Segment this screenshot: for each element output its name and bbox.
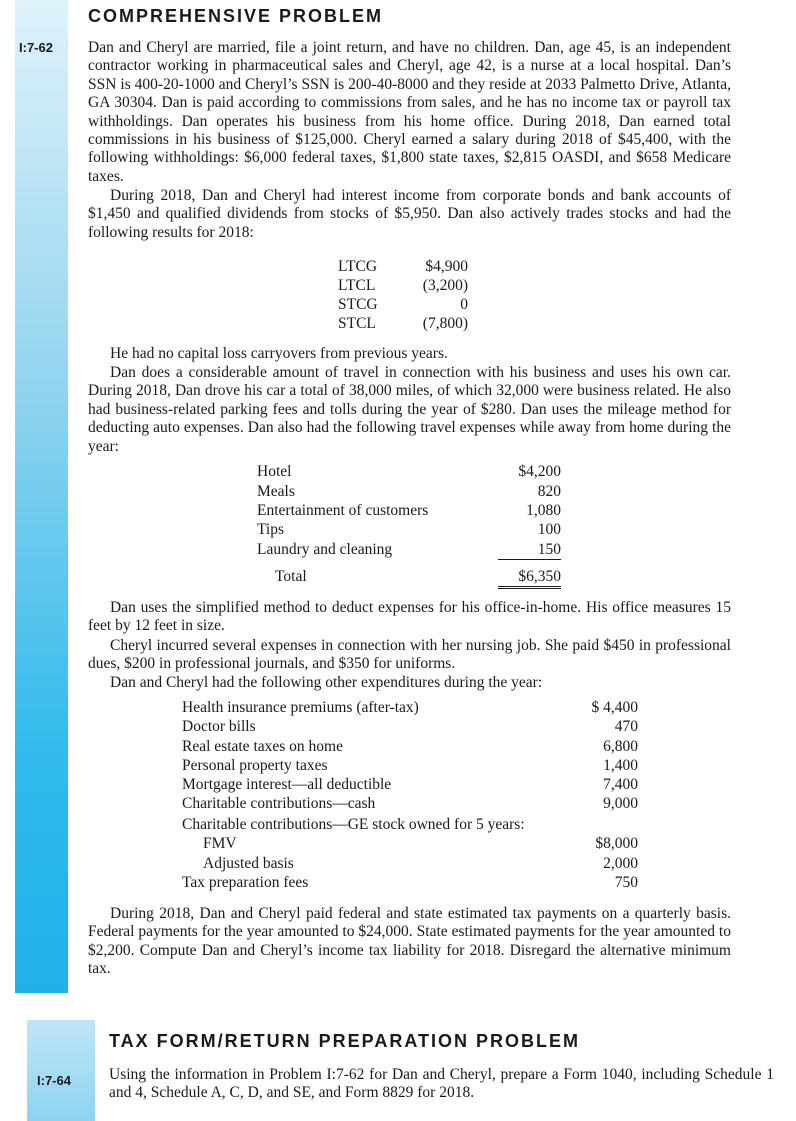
- cg-label: LTCL: [338, 277, 376, 294]
- expenditure-label: Personal property taxes: [182, 757, 328, 774]
- problem-number: I:7-62: [19, 40, 53, 55]
- expense-value: 150: [498, 541, 561, 560]
- stock-value: $8,000: [595, 835, 638, 852]
- tax-prep-value: 750: [614, 874, 638, 891]
- stock-label: FMV: [203, 835, 237, 852]
- cg-value: $4,900: [425, 258, 468, 275]
- stock-value: 2,000: [603, 855, 638, 872]
- expense-label: Laundry and cleaning: [257, 541, 393, 558]
- total-value: $6,350: [498, 568, 561, 589]
- expenditure-value: 9,000: [603, 795, 638, 812]
- expenditure-label: Charitable contributions—cash: [182, 795, 376, 812]
- expenditure-value: 1,400: [603, 757, 638, 774]
- expenditure-value: 470: [614, 718, 638, 735]
- carryover-paragraph: He had no capital loss carryovers from previous years.: [110, 345, 448, 362]
- closing-paragraph: During 2018, Dan and Cheryl paid federal and state estimated tax payments on a quarterly basis. Federal payments for the year amounted to $24,000. State estimated payments for the year amounted to $2,200. Compute Dan and Cheryl’s income tax liability for 2018. Disregard the alternative minimum tax.: [88, 905, 731, 978]
- office-paragraph: Dan uses the simplified method to deduct expenses for his office-in-home. His office measures 15 feet by 12 feet in size.: [88, 599, 731, 635]
- cheryl-paragraph: Cheryl incurred several expenses in connection with her nursing job. She paid $450 in professional dues, $200 in professional journals, and $350 for uniforms.: [88, 637, 731, 673]
- expenditure-label: Real estate taxes on home: [182, 738, 343, 755]
- expenditure-value: 7,400: [603, 776, 638, 793]
- stock-label: Adjusted basis: [203, 855, 294, 872]
- problem-number-tax-form: I:7-64: [37, 1073, 71, 1088]
- expense-label: Hotel: [257, 463, 292, 480]
- expenditure-value: $ 4,400: [591, 699, 638, 716]
- tax-prep-label: Tax preparation fees: [182, 874, 309, 891]
- section-heading-tax-form: TAX FORM/RETURN PREPARATION PROBLEM: [109, 1031, 580, 1051]
- sidebar-band-comprehensive: [15, 0, 68, 993]
- other-intro-paragraph: Dan and Cheryl had the following other expenditures during the year:: [110, 674, 543, 691]
- cg-label: LTCG: [338, 258, 378, 275]
- expense-label: Meals: [257, 483, 295, 500]
- total-label: Total: [275, 568, 307, 585]
- intro-paragraph: Dan and Cheryl are married, file a joint return, and have no children. Dan, age 45, is an independent contractor working in pharmaceutical sales and Cheryl, age 42, is a nurse at a local hospital. Dan’s SSN is 400-20-1000 and Cheryl’s SSN is 200-40-8000 and they reside at 2033 Palmetto Drive, Atlanta, GA 30304. Dan is paid according to commissions from sales, and he has no income tax or payroll tax withholdings. Dan operates his business from his home office. During 2018, Dan earned total commissions in his business of $125,000. Cheryl earned a salary during 2018 of $45,400, with the following withholdings: $6,000 federal taxes, $1,800 state taxes, $2,815 OASDI, and $658 Medicare taxes.: [88, 39, 731, 185]
- cg-value: 0: [460, 296, 468, 313]
- expenditure-label: Mortgage interest—all deductible: [182, 776, 392, 793]
- expenditure-label: Doctor bills: [182, 718, 256, 735]
- stock-header: Charitable contributions—GE stock owned for 5 years:: [182, 816, 525, 833]
- expense-value: $4,200: [518, 463, 561, 480]
- expense-value: 100: [537, 521, 561, 538]
- section-heading-comprehensive: COMPREHENSIVE PROBLEM: [88, 6, 384, 26]
- interest-paragraph: During 2018, Dan and Cheryl had interest income from corporate bonds and bank accounts of $1,450 and qualified dividends from stocks of $5,950. Dan also actively trades stocks and had the following results for 2018:: [88, 187, 731, 241]
- expenditure-label: Health insurance premiums (after-tax): [182, 699, 419, 716]
- cg-label: STCL: [338, 315, 376, 332]
- expense-value: 820: [537, 483, 561, 500]
- cg-label: STCG: [338, 296, 378, 313]
- tax-form-paragraph: Using the information in Problem I:7-62 for Dan and Cheryl, prepare a Form 1040, including Schedule 1 and 4, Schedule A, C, D, and SE, and Form 8829 for 2018.: [109, 1066, 774, 1102]
- expense-label: Entertainment of customers: [257, 502, 429, 519]
- cg-value: (7,800): [422, 315, 468, 332]
- sidebar-band-tax-form: [27, 1020, 95, 1121]
- expenditure-value: 6,800: [603, 738, 638, 755]
- cg-value: (3,200): [422, 277, 468, 294]
- travel-paragraph: Dan does a considerable amount of travel in connection with his business and uses his own car. During 2018, Dan drove his car a total of 38,000 miles, of which 32,000 were business related. He also had business-related parking fees and tolls during the year of $280. Dan uses the mileage method for deducting auto expenses. Dan also had the following travel expenses while away from home during the year:: [88, 364, 731, 455]
- expense-label: Tips: [257, 521, 285, 538]
- expense-value: 1,080: [526, 502, 561, 519]
